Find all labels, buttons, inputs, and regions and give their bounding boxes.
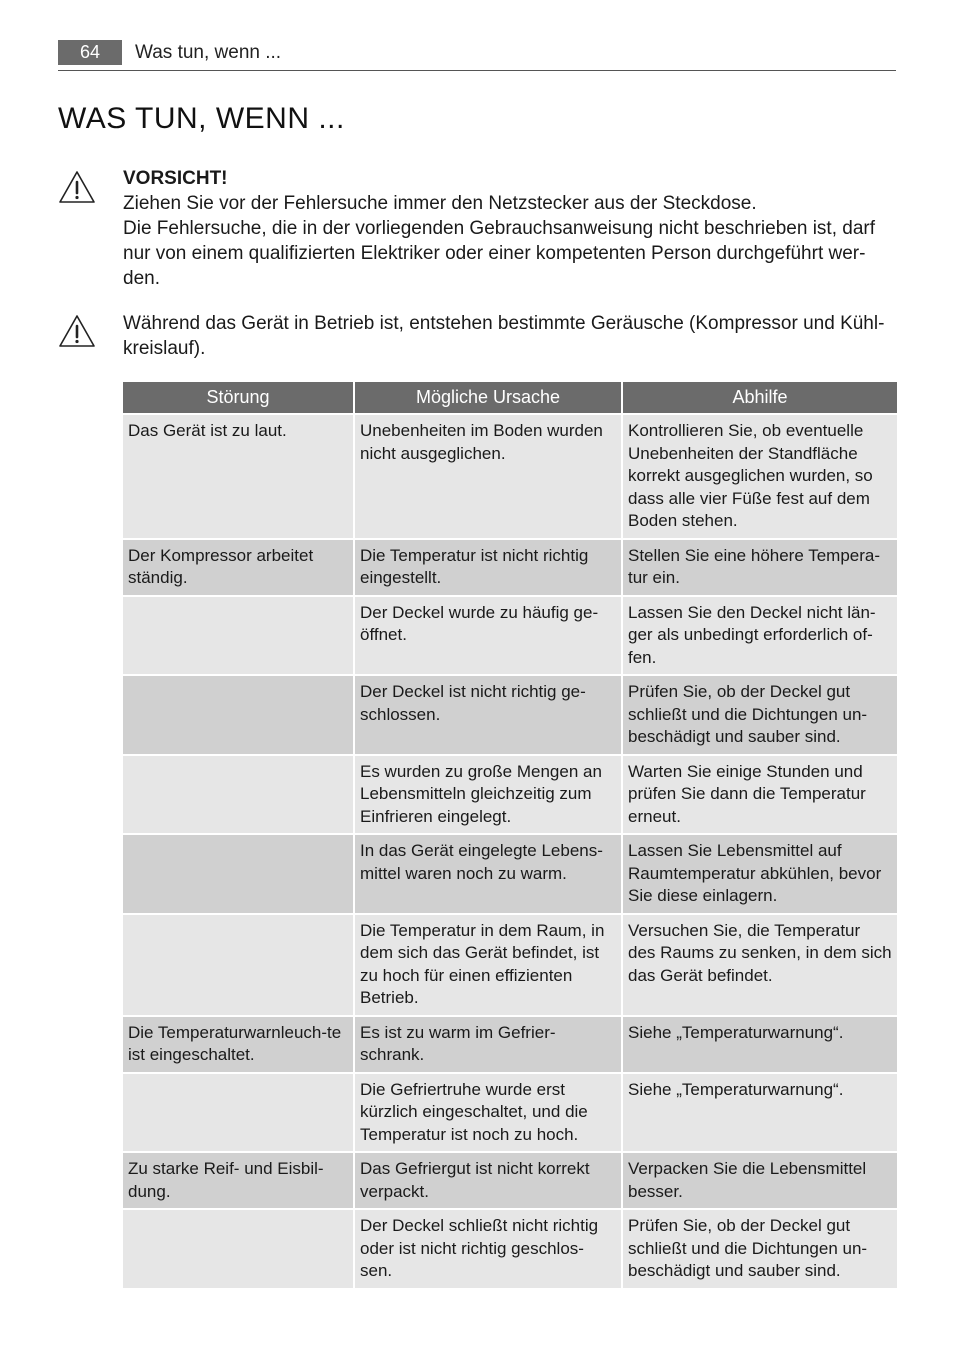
cell-ursache: In das Gerät eingelegte Lebens-mittel waren noch zu warm. xyxy=(355,835,621,913)
cell-abhilfe: Prüfen Sie, ob der Deckel gut schließt und die Dichtungen un-beschädigt und sauber sind. xyxy=(623,676,897,754)
table-row xyxy=(123,915,897,1015)
cell-ursache: Das Gefriergut ist nicht korrekt verpackt. xyxy=(355,1153,621,1208)
column-header-abhilfe: Abhilfe xyxy=(623,382,897,413)
noise-line: Während das Gerät in Betrieb ist, entstehen bestimmte Geräusche (Kompressor und Kühl- xyxy=(123,313,885,334)
table-row xyxy=(123,1210,897,1288)
cell-abhilfe: Siehe „Temperaturwarnung“. xyxy=(623,1074,897,1152)
cell-ursache: Die Temperatur in dem Raum, in dem sich das Gerät befindet, ist zu hoch für einen effizienten Betrieb. xyxy=(355,915,621,1015)
cell-abhilfe: Lassen Sie den Deckel nicht län-ger als unbedingt erforderlich of-fen. xyxy=(623,597,897,675)
cell-stoerung xyxy=(123,756,353,834)
table-row xyxy=(123,597,897,675)
cell-stoerung xyxy=(123,1074,353,1152)
cell-stoerung: Der Kompressor arbeitet ständig. xyxy=(123,540,353,595)
table-row xyxy=(123,676,897,754)
caution-title: VORSICHT! xyxy=(123,168,228,189)
cell-abhilfe: Verpacken Sie die Lebensmittel besser. xyxy=(623,1153,897,1208)
cell-abhilfe: Warten Sie einige Stunden und prüfen Sie dann die Temperatur erneut. xyxy=(623,756,897,834)
cell-stoerung xyxy=(123,676,353,754)
cell-ursache: Es wurden zu große Mengen an Lebensmitteln gleichzeitig zum Einfrieren eingelegt. xyxy=(355,756,621,834)
cell-ursache: Der Deckel wurde zu häufig ge-öffnet. xyxy=(355,597,621,675)
page-number: 64 xyxy=(58,40,122,65)
cell-stoerung xyxy=(123,915,353,1015)
cell-abhilfe: Prüfen Sie, ob der Deckel gut schließt und die Dichtungen un-beschädigt und sauber sind. xyxy=(623,1210,897,1288)
table-row xyxy=(123,540,897,595)
cell-ursache: Die Gefriertruhe wurde erst kürzlich eingeschaltet, und die Temperatur ist noch zu hoch. xyxy=(355,1074,621,1152)
header-rule xyxy=(58,70,896,71)
noise-line: kreislauf). xyxy=(123,338,206,359)
cell-abhilfe: Kontrollieren Sie, ob eventuelle Unebenheiten der Standfläche korrekt ausgeglichen wurden, so dass alle vier Füße fest auf dem Boden stehen. xyxy=(623,415,897,538)
cell-ursache: Es ist zu warm im Gefrier-schrank. xyxy=(355,1017,621,1072)
table-row xyxy=(123,1153,897,1208)
warning-triangle-icon xyxy=(58,170,96,204)
cell-stoerung xyxy=(123,835,353,913)
caution-notice xyxy=(123,166,893,291)
cell-stoerung: Das Gerät ist zu laut. xyxy=(123,415,353,538)
page-title: WAS TUN, WENN ... xyxy=(58,102,345,135)
cell-stoerung xyxy=(123,597,353,675)
caution-line: nur von einem qualifizierten Elektriker oder einer kompetenten Person durchgeführt wer- xyxy=(123,243,866,264)
column-header-ursache: Mögliche Ursache xyxy=(355,382,621,413)
troubleshooting-table xyxy=(121,380,899,1290)
cell-ursache: Unebenheiten im Boden wurden nicht ausgeglichen. xyxy=(355,415,621,538)
table-row xyxy=(123,756,897,834)
table-row xyxy=(123,415,897,538)
table-row xyxy=(123,835,897,913)
running-header: Was tun, wenn ... xyxy=(135,42,282,63)
cell-abhilfe: Siehe „Temperaturwarnung“. xyxy=(623,1017,897,1072)
cell-stoerung xyxy=(123,1210,353,1288)
caution-line: Die Fehlersuche, die in der vorliegenden Gebrauchsanweisung nicht beschrieben ist, darf xyxy=(123,218,875,239)
cell-stoerung: Zu starke Reif- und Eisbil-dung. xyxy=(123,1153,353,1208)
table-header-row xyxy=(123,382,897,413)
column-header-stoerung: Störung xyxy=(123,382,353,413)
cell-ursache: Die Temperatur ist nicht richtig eingestellt. xyxy=(355,540,621,595)
cell-ursache: Der Deckel ist nicht richtig ge-schlossen. xyxy=(355,676,621,754)
caution-line: den. xyxy=(123,268,160,289)
cell-abhilfe: Lassen Sie Lebensmittel auf Raumtemperatur abkühlen, bevor Sie diese einlagern. xyxy=(623,835,897,913)
cell-stoerung: Die Temperaturwarnleuch-te ist eingeschaltet. xyxy=(123,1017,353,1072)
cell-abhilfe: Versuchen Sie, die Temperatur des Raums zu senken, in dem sich das Gerät befindet. xyxy=(623,915,897,1015)
noise-notice xyxy=(123,311,893,361)
warning-triangle-icon xyxy=(58,314,96,348)
table-row xyxy=(123,1017,897,1072)
cell-abhilfe: Stellen Sie eine höhere Tempera-tur ein. xyxy=(623,540,897,595)
caution-line: Ziehen Sie vor der Fehlersuche immer den Netzstecker aus der Steckdose. xyxy=(123,193,757,214)
cell-ursache: Der Deckel schließt nicht richtig oder ist nicht richtig geschlos-sen. xyxy=(355,1210,621,1288)
table-row xyxy=(123,1074,897,1152)
